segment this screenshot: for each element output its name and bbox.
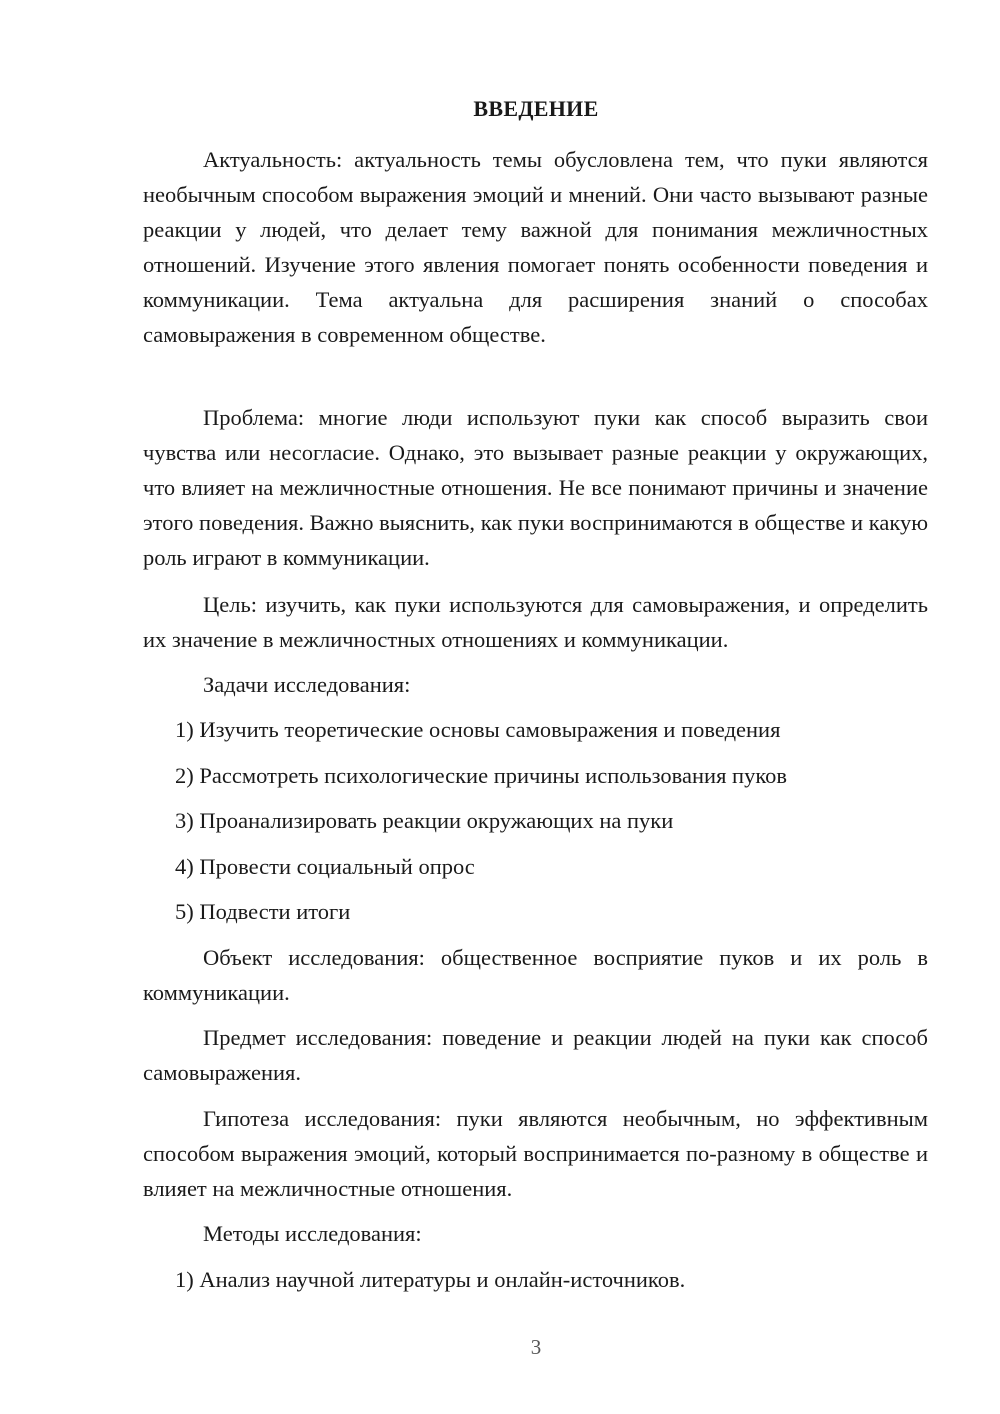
tasks-heading: Задачи исследования:	[203, 672, 411, 697]
method-item: 1) Анализ научной литературы и онлайн-источников.	[175, 1267, 686, 1292]
task-item: 2) Рассмотреть психологические причины использования пуков	[175, 763, 788, 788]
goal-paragraph: Цель: изучить, как пуки используются для самовыражения, и определить их значение в межличностных отношениях и коммуникации.	[143, 592, 928, 652]
task-item: 3) Проанализировать реакции окружающих на пуки	[175, 808, 674, 833]
section-title: ВВЕДЕНИЕ	[473, 96, 599, 121]
hypothesis-paragraph: Гипотеза исследования: пуки являются необычным, но эффективным способом выражения эмоций, который воспринимается по-разному в обществе и влияет на межличностные отношения.	[143, 1106, 928, 1201]
subject-paragraph: Предмет исследования: поведение и реакции людей на пуки как способ самовыражения.	[143, 1025, 928, 1085]
task-item: 5) Подвести итоги	[175, 899, 351, 924]
relevance-paragraph: Актуальность: актуальность темы обусловлена тем, что пуки являются необычным способом выражения эмоций и мнений. Они часто вызывают разные реакции у людей, что делает тему важной для понимания межличностных отношений. Изучение этого явления помогает понять особенности поведения и коммуникации. Тема актуальна для расширения знаний о способах самовыражения в современном обществе.	[143, 147, 928, 347]
object-paragraph: Объект исследования: общественное восприятие пуков и их роль в коммуникации.	[143, 945, 928, 1005]
page-number: 3	[530, 1335, 542, 1359]
task-item: 1) Изучить теоретические основы самовыражения и поведения	[175, 717, 781, 742]
task-item: 4) Провести социальный опрос	[175, 854, 475, 879]
problem-paragraph: Проблема: многие люди используют пуки как способ выразить свои чувства или несогласие. Однако, это вызывает разные реакции у окружающих, что влияет на межличностные отношения. Не все понимают причины и значение этого поведения. Важно выяснить, как пуки воспринимаются в обществе и какую роль играют в коммуникации.	[143, 405, 928, 570]
methods-heading: Методы исследования:	[203, 1221, 422, 1246]
